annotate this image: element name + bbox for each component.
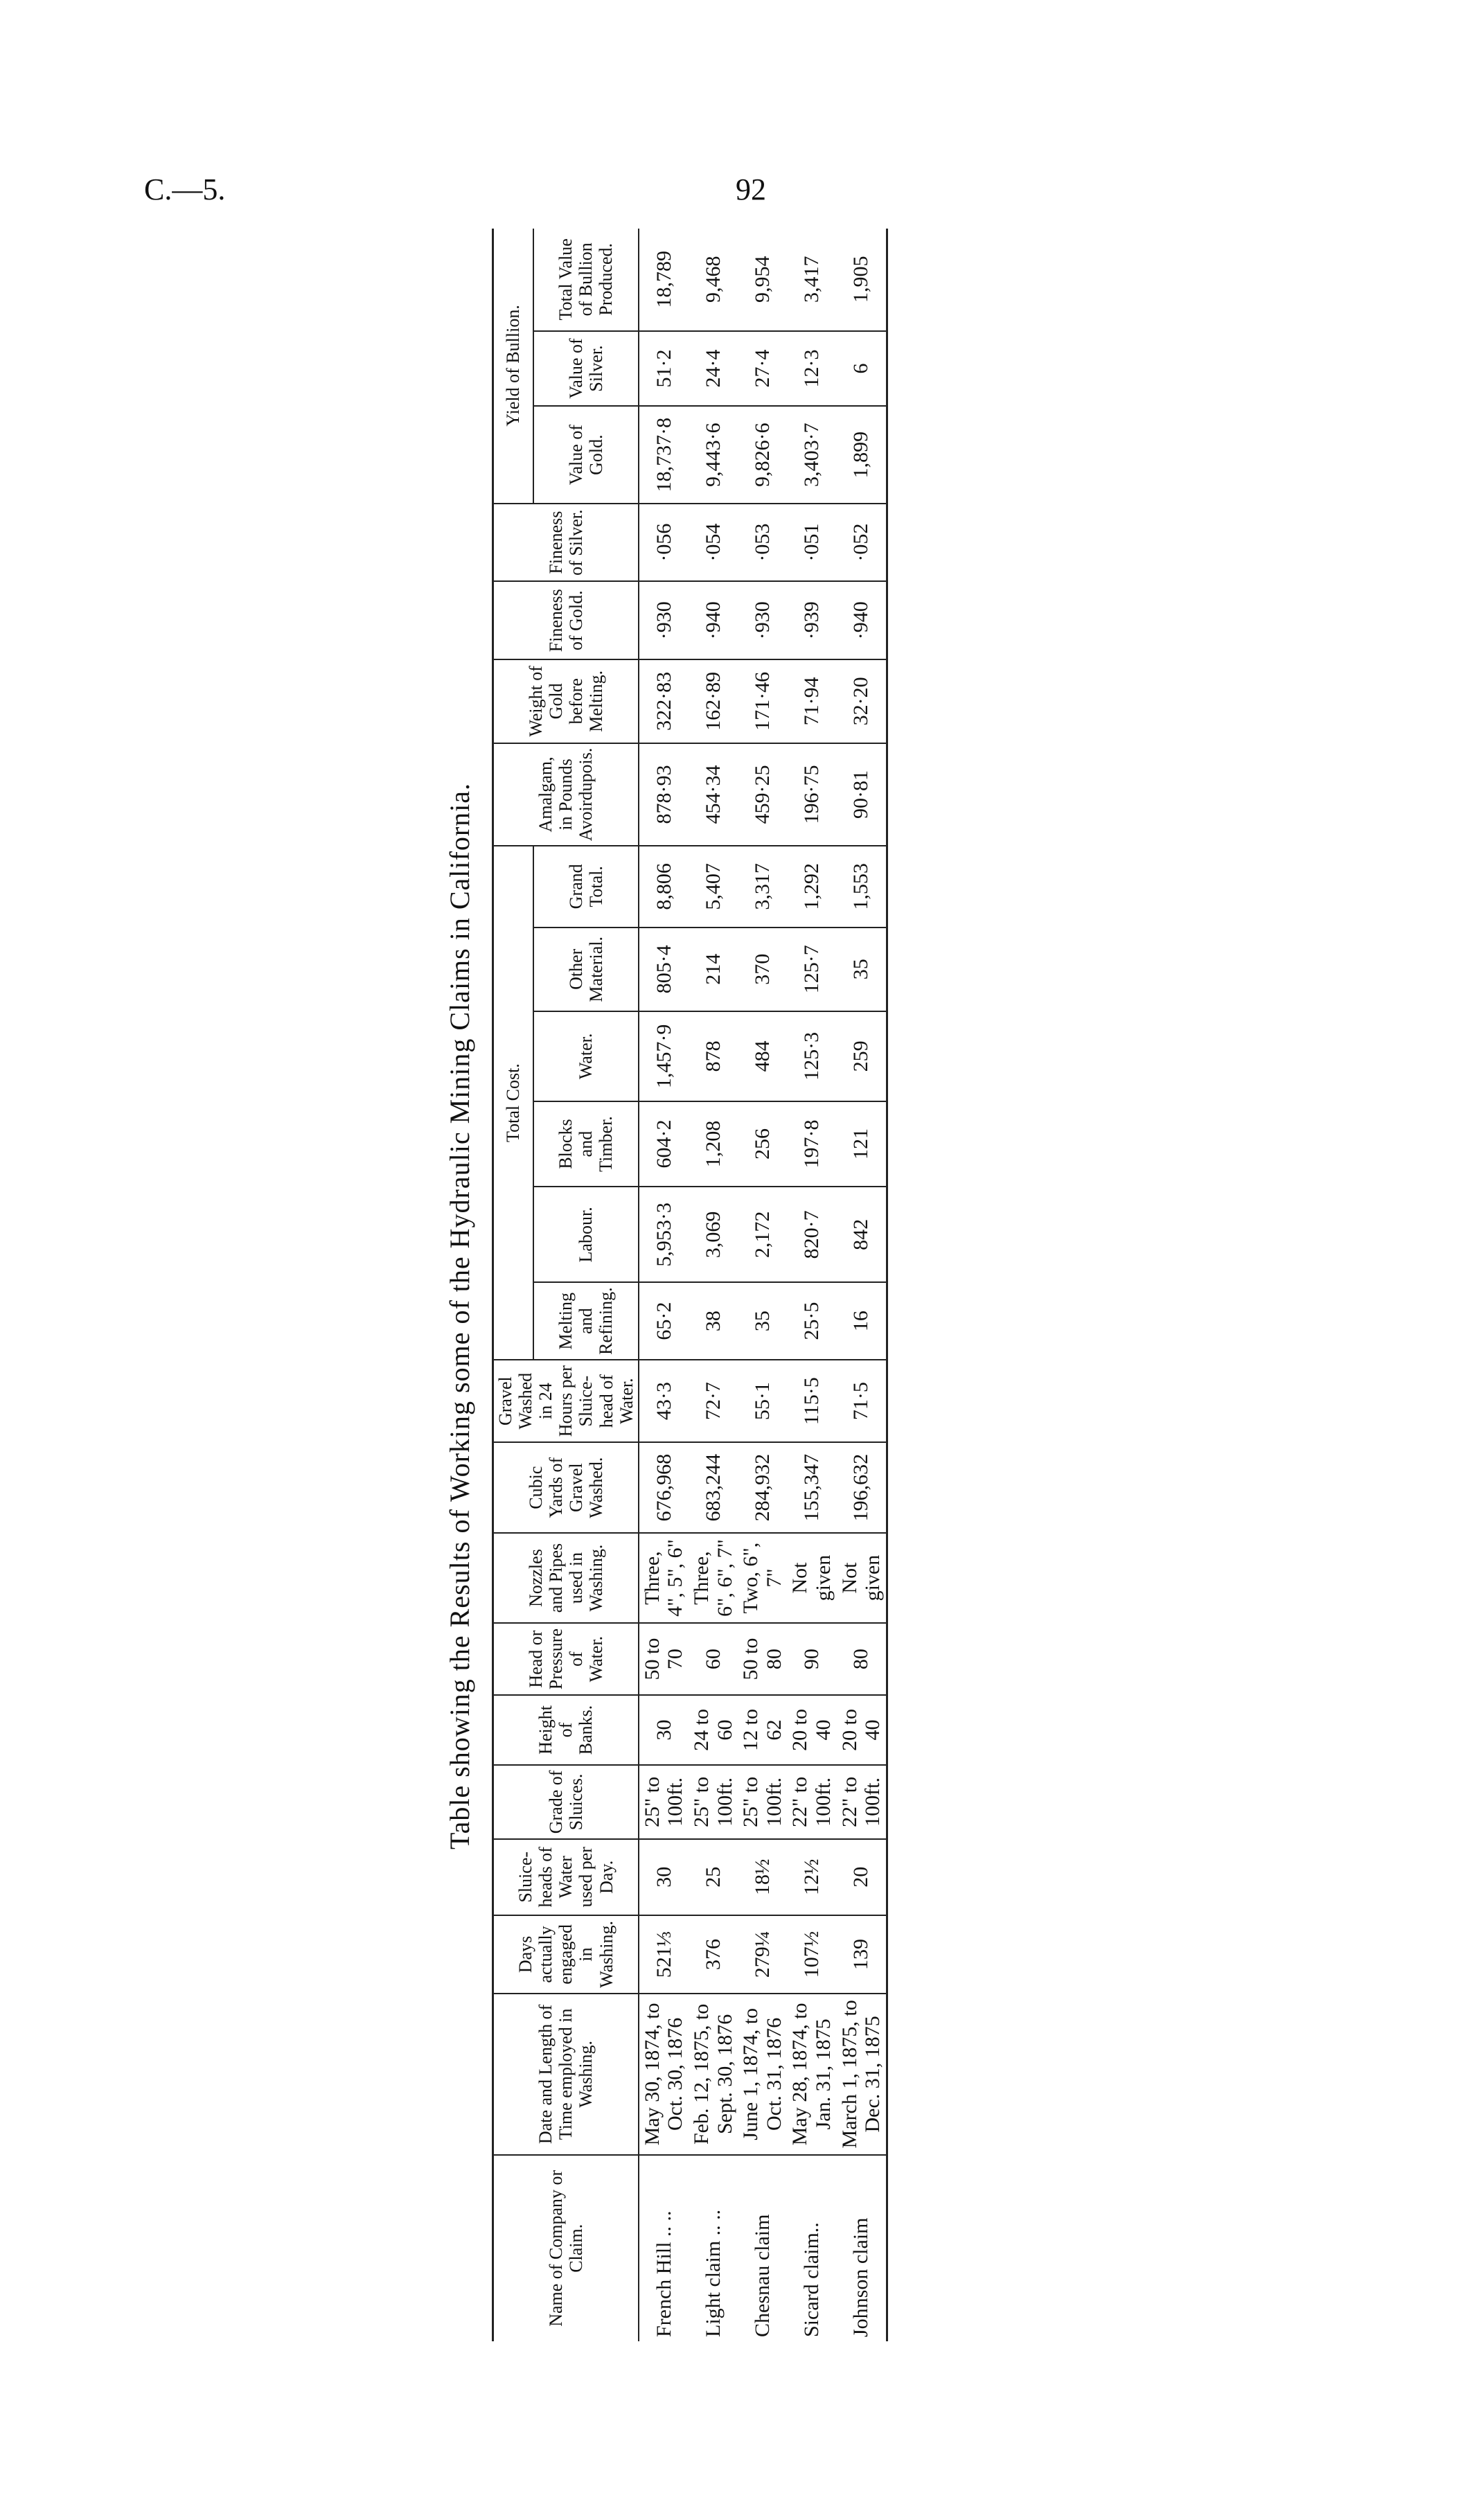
- header-date: Date and Length of Time employed in Washing.: [493, 1994, 639, 2154]
- header-value-silver: Value of Silver.: [533, 331, 639, 407]
- cell-value-gold: 9,443·6: [689, 406, 738, 503]
- cell-head: 60: [689, 1623, 738, 1695]
- cell-melting: 16: [837, 1282, 887, 1359]
- cell-amalgam: 90·81: [837, 743, 887, 846]
- cell-nozzles: Not given: [787, 1533, 836, 1623]
- cell-grand-total: 8,806: [639, 846, 689, 927]
- cell-blocks: 1,208: [689, 1101, 738, 1187]
- header-labour: Labour.: [533, 1187, 639, 1282]
- cell-cubic-yards: 284,932: [738, 1442, 787, 1532]
- cell-value-silver: 12·3: [787, 331, 836, 407]
- cell-amalgam: 459·25: [738, 743, 787, 846]
- cell-weight-gold: 322·83: [639, 659, 689, 743]
- cell-amalgam: 196·75: [787, 743, 836, 846]
- header-name: Name of Company or Claim.: [493, 2155, 639, 2341]
- cell-labour: 5,953·3: [639, 1187, 689, 1282]
- cell-nozzles: Three, 4", 5", 6": [639, 1533, 689, 1623]
- cell-days: 279¼: [738, 1915, 787, 1994]
- cell-sluice-heads: 18½: [738, 1839, 787, 1915]
- cell-blocks: 256: [738, 1101, 787, 1187]
- header-total-value: Total Value of Bullion Produced.: [533, 229, 639, 331]
- rotated-table-container: [443, 229, 1344, 2341]
- cell-cubic-yards: 676,968: [639, 1442, 689, 1532]
- table-row: [837, 229, 887, 2341]
- header-melting: Melting and Refining.: [533, 1282, 639, 1359]
- cell-name: French Hill .. ..: [652, 2210, 675, 2337]
- cell-days: 376: [689, 1915, 738, 1994]
- cell-gravel-per-hour: 71·5: [837, 1360, 887, 1443]
- header-water: Water.: [533, 1011, 639, 1101]
- cell-head: 90: [787, 1623, 836, 1695]
- cell-fineness-gold: ·930: [639, 581, 689, 659]
- header-weight-gold: Weight of Gold before Melting.: [493, 659, 639, 743]
- mining-results-table: [492, 229, 888, 2341]
- cell-gravel-per-hour: 43·3: [639, 1360, 689, 1443]
- cell-water: 125·3: [787, 1011, 836, 1101]
- cell-fineness-gold: ·930: [738, 581, 787, 659]
- cell-days: 521⅓: [639, 1915, 689, 1994]
- cell-fineness-silver: ·053: [738, 504, 787, 582]
- header-gravel-per-hour: Gravel Washed in 24 Hours per Sluice-head of Water.: [493, 1360, 639, 1443]
- cell-grand-total: 1,553: [837, 846, 887, 927]
- cell-blocks: 604·2: [639, 1101, 689, 1187]
- cell-amalgam: 878·93: [639, 743, 689, 846]
- cell-water: 1,457·9: [639, 1011, 689, 1101]
- cell-fineness-silver: ·056: [639, 504, 689, 582]
- cell-other: 805·4: [639, 928, 689, 1012]
- header-blocks: Blocks and Timber.: [533, 1101, 639, 1187]
- cell-melting: 35: [738, 1282, 787, 1359]
- cell-name: Chesnau claim: [750, 2214, 774, 2337]
- cell-other: 214: [689, 928, 738, 1012]
- cell-value-silver: 27·4: [738, 331, 787, 407]
- header-amalgam: Amalgam, in Pounds Avoirdupois.: [493, 743, 639, 846]
- cell-water: 878: [689, 1011, 738, 1101]
- cell-gravel-per-hour: 55·1: [738, 1360, 787, 1443]
- header-yield: Yield of Bullion.: [493, 229, 533, 504]
- cell-sluice-heads: 30: [639, 1839, 689, 1915]
- table-title: Table showing the Results of Working some of the Hydraulic Mining Claims in California.: [444, 782, 475, 1850]
- table-row: [639, 229, 689, 2341]
- cell-height: 24 to 60: [689, 1695, 738, 1765]
- cell-blocks: 121: [837, 1101, 887, 1187]
- cell-nozzles: Three, 6", 6", 7": [689, 1533, 738, 1623]
- cell-grade: 25" to 100ft.: [689, 1765, 738, 1839]
- cell-total-value: 9,954: [738, 229, 787, 331]
- cell-weight-gold: 171·46: [738, 659, 787, 743]
- cell-cubic-yards: 155,347: [787, 1442, 836, 1532]
- cell-date: March 1, 1875, to Dec. 31, 1875: [837, 1994, 887, 2154]
- page-number: 92: [736, 172, 766, 206]
- cell-fineness-gold: ·939: [787, 581, 836, 659]
- cell-value-silver: 6: [837, 331, 887, 407]
- header-height: Height of Banks.: [493, 1695, 639, 1765]
- table-row: [689, 229, 738, 2341]
- cell-gravel-per-hour: 115·5: [787, 1360, 836, 1443]
- cell-date: Feb. 12, 1875, to Sept. 30, 1876: [689, 1994, 738, 2154]
- cell-labour: 2,172: [738, 1187, 787, 1282]
- cell-weight-gold: 71·94: [787, 659, 836, 743]
- cell-date: May 30, 1874, to Oct. 30, 1876: [639, 1994, 689, 2154]
- header-fineness-gold: Fineness of Gold.: [493, 581, 639, 659]
- cell-other: 370: [738, 928, 787, 1012]
- cell-grade: 25" to 100ft.: [738, 1765, 787, 1839]
- cell-amalgam: 454·34: [689, 743, 738, 846]
- header-cubic-yards: Cubic Yards of Gravel Washed.: [493, 1442, 639, 1532]
- cell-weight-gold: 162·89: [689, 659, 738, 743]
- cell-grade: 25" to 100ft.: [639, 1765, 689, 1839]
- header-sluice-heads: Sluice-heads of Water used per Day.: [493, 1839, 639, 1915]
- cell-fineness-silver: ·054: [689, 504, 738, 582]
- cell-head: 50 to 80: [738, 1623, 787, 1695]
- cell-blocks: 197·8: [787, 1101, 836, 1187]
- header-head: Head or Pressure of Water.: [493, 1623, 639, 1695]
- cell-days: 139: [837, 1915, 887, 1994]
- cell-cubic-yards: 196,632: [837, 1442, 887, 1532]
- cell-name: Light claim .. ..: [701, 2209, 725, 2337]
- cell-cubic-yards: 683,244: [689, 1442, 738, 1532]
- cell-labour: 842: [837, 1187, 887, 1282]
- cell-fineness-silver: ·051: [787, 504, 836, 582]
- cell-value-gold: 1,899: [837, 406, 887, 503]
- cell-other: 125·7: [787, 928, 836, 1012]
- cell-sluice-heads: 12½: [787, 1839, 836, 1915]
- cell-value-gold: 18,737·8: [639, 406, 689, 503]
- cell-fineness-gold: ·940: [837, 581, 887, 659]
- table-row: [787, 229, 836, 2341]
- cell-date: May 28, 1874, to Jan. 31, 1875: [787, 1994, 836, 2154]
- cell-melting: 65·2: [639, 1282, 689, 1359]
- cell-value-gold: 9,826·6: [738, 406, 787, 503]
- cell-head: 80: [837, 1623, 887, 1695]
- cell-grand-total: 3,317: [738, 846, 787, 927]
- header-days: Days actually engaged in Washing.: [493, 1915, 639, 1994]
- table-row: [738, 229, 787, 2341]
- cell-nozzles: Two, 6", 7": [738, 1533, 787, 1623]
- cell-grade: 22" to 100ft.: [837, 1765, 887, 1839]
- cell-head: 50 to 70: [639, 1623, 689, 1695]
- cell-height: 30: [639, 1695, 689, 1765]
- cell-total-value: 9,468: [689, 229, 738, 331]
- cell-water: 259: [837, 1011, 887, 1101]
- cell-days: 107½: [787, 1915, 836, 1994]
- cell-sluice-heads: 25: [689, 1839, 738, 1915]
- header-grand-total: Grand Total.: [533, 846, 639, 927]
- cell-fineness-gold: ·940: [689, 581, 738, 659]
- cell-sluice-heads: 20: [837, 1839, 887, 1915]
- header-fineness-silver: Fineness of Silver.: [493, 504, 639, 582]
- cell-value-silver: 24·4: [689, 331, 738, 407]
- document-reference: C.—5.: [144, 172, 226, 206]
- cell-labour: 820·7: [787, 1187, 836, 1282]
- cell-value-gold: 3,403·7: [787, 406, 836, 503]
- cell-labour: 3,069: [689, 1187, 738, 1282]
- cell-other: 35: [837, 928, 887, 1012]
- cell-total-value: 1,905: [837, 229, 887, 331]
- cell-total-value: 18,789: [639, 229, 689, 331]
- header-value-gold: Value of Gold.: [533, 406, 639, 503]
- header-grade: Grade of Sluices.: [493, 1765, 639, 1839]
- cell-total-value: 3,417: [787, 229, 836, 331]
- cell-weight-gold: 32·20: [837, 659, 887, 743]
- cell-value-silver: 51·2: [639, 331, 689, 407]
- cell-height: 20 to 40: [787, 1695, 836, 1765]
- header-total-cost: Total Cost.: [493, 846, 533, 1360]
- cell-date: June 1, 1874, to Oct. 31, 1876: [738, 1994, 787, 2154]
- header-nozzles: Nozzles and Pipes used in Washing.: [493, 1533, 639, 1623]
- cell-fineness-silver: ·052: [837, 504, 887, 582]
- cell-height: 20 to 40: [837, 1695, 887, 1765]
- cell-name: Johnson claim: [837, 2155, 887, 2341]
- cell-grand-total: 1,292: [787, 846, 836, 927]
- cell-gravel-per-hour: 72·7: [689, 1360, 738, 1443]
- cell-water: 484: [738, 1011, 787, 1101]
- cell-name: Sicard claim..: [800, 2222, 824, 2337]
- header-other: Other Material.: [533, 928, 639, 1012]
- cell-nozzles: Not given: [837, 1533, 887, 1623]
- cell-height: 12 to 62: [738, 1695, 787, 1765]
- cell-grand-total: 5,407: [689, 846, 738, 927]
- cell-melting: 25·5: [787, 1282, 836, 1359]
- cell-grade: 22" to 100ft.: [787, 1765, 836, 1839]
- cell-melting: 38: [689, 1282, 738, 1359]
